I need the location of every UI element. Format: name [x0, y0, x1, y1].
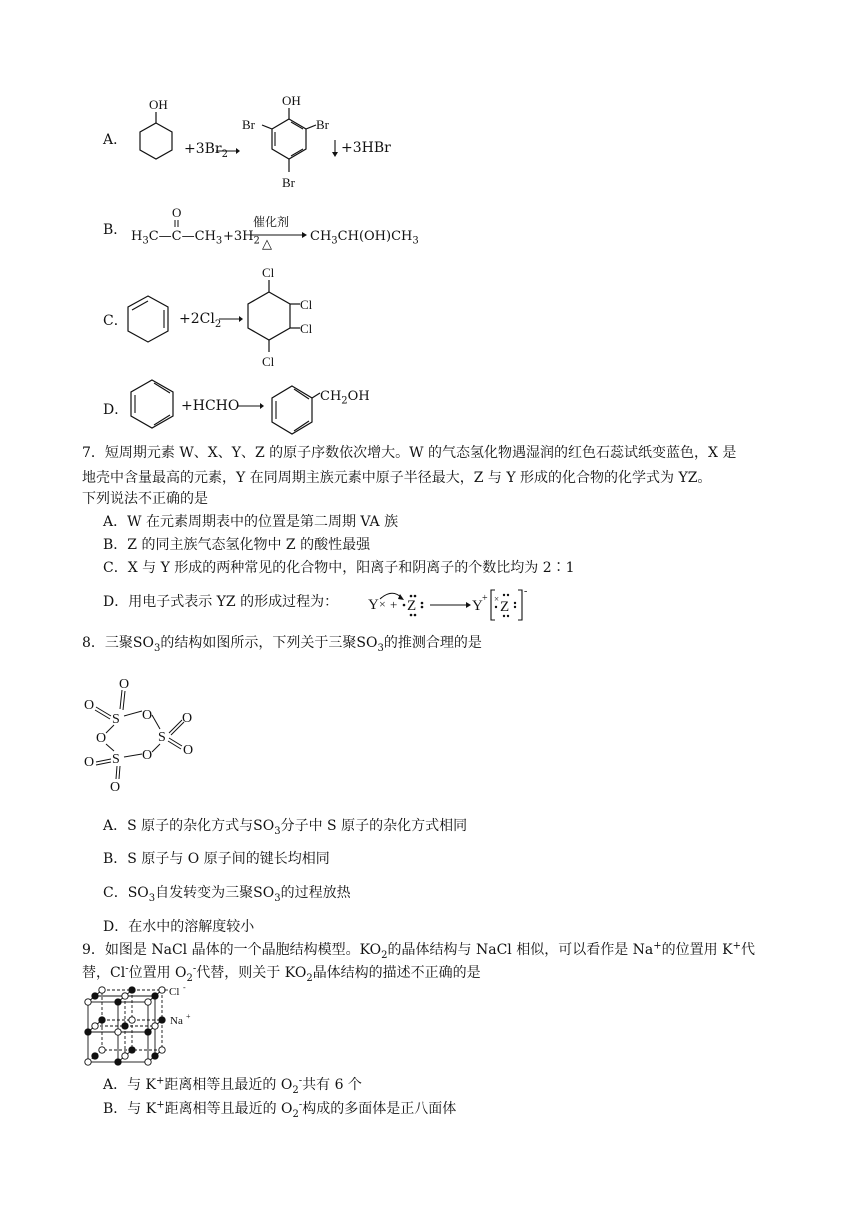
- benzyl-alcohol-structure: [266, 384, 326, 438]
- ch2oh-group: $CH_2OH$: [320, 389, 370, 407]
- catalyst-label: 催化剂: [253, 215, 290, 229]
- q7-stem-line2: 地壳中含量最高的元素，Y 在同周期主族元素中原子半径最大，Z 与 Y 形成的化合物的化学式为 YZ。: [82, 470, 712, 486]
- br-label: Br: [316, 117, 329, 132]
- svg-text:-: -: [183, 983, 186, 992]
- svg-text:O: O: [183, 743, 194, 758]
- br-label: Br: [282, 175, 295, 190]
- benzene-structure: [124, 378, 180, 432]
- heat-symbol: △: [262, 237, 272, 252]
- precipitate-arrow: [332, 140, 338, 158]
- q9-option-a: A．与 K+距离相等且最近的 $O_2^-$共有 6 个: [103, 1075, 362, 1096]
- q7-option-c: C．X 与 Y 形成的两种常见的化合物中，阳离子和阴离子的个数比均为 2∶1: [103, 560, 575, 576]
- cl-label: Cl: [300, 297, 313, 312]
- svg-text:O: O: [142, 708, 153, 723]
- svg-text:O: O: [119, 677, 130, 692]
- q8-option-c: C．$SO_3$自发转变为三聚$SO_3$的过程放热: [103, 885, 351, 904]
- svg-text:O: O: [110, 780, 121, 795]
- svg-text:+: +: [390, 597, 398, 612]
- q9-stem-line1: 9．如图是 NaCl 晶体的一个晶胞结构模型。$KO_2$的晶体结构与 NaCl 相似，可以看作是 Na+的位置用 K+代: [82, 940, 755, 961]
- acetone-formula: $H_3C—C—CH_3$: [131, 229, 223, 247]
- s-atom: S: [158, 730, 166, 745]
- legend-cl: Cl: [169, 986, 180, 998]
- svg-text:O: O: [84, 698, 95, 713]
- ion-y: Y: [472, 598, 483, 614]
- q8-option-b: B．S 原子与 O 原子间的键长均相同: [103, 851, 330, 867]
- q7-stem-line1: 7．短周期元素 W、X、Y、Z 的原子序数依次增大。W 的气态氢化物遇湿润的红色石蕊试纸变蓝色，X 是: [82, 445, 737, 461]
- q9-option-b: B．与 K+距离相等且最近的 $O_2^-$构成的多面体是正八面体: [103, 1099, 457, 1120]
- ion-z: Z: [500, 599, 510, 615]
- legend-na: Na: [170, 1015, 183, 1027]
- q9-stem-line2: 替，Cl-位置用 $O_2^-$代替，则关于 $KO_2$晶体结构的描述不正确的是: [82, 963, 481, 984]
- q7-option-a: A．W 在元素周期表中的位置是第二周期 VA 族: [103, 514, 399, 530]
- atom-y: Y: [368, 597, 379, 613]
- reaction-arrow: [216, 148, 238, 154]
- svg-text:+: +: [186, 1012, 191, 1021]
- reactant-cl2: $+2Cl_2$: [179, 311, 222, 330]
- svg-text:-: -: [524, 586, 528, 597]
- cl-label: Cl: [262, 265, 275, 280]
- tetrachlorocyclohexane-structure: [244, 262, 324, 378]
- option-label-d: D．: [103, 402, 129, 418]
- q8-stem: 8．三聚$SO_3$的结构如图所示，下列关于三聚$SO_3$的推测合理的是: [82, 635, 482, 654]
- trimer-so3-structure: [80, 674, 200, 798]
- atom-z: Z: [407, 598, 417, 614]
- br-label: Br: [242, 117, 255, 132]
- phenol-structure: [125, 95, 185, 175]
- svg-text:×: ×: [494, 594, 500, 604]
- cyclohexadiene-structure: [120, 294, 176, 346]
- q7-option-b: B．Z 的同主族气态氢化物中 Z 的酸性最强: [103, 537, 371, 553]
- oh-label: OH: [149, 97, 168, 112]
- option-label-a: A．: [103, 132, 128, 148]
- svg-text:O: O: [182, 711, 193, 726]
- option-label-b: B．: [103, 222, 128, 238]
- q8-option-d: D．在水中的溶解度较小: [103, 919, 255, 935]
- q8-option-a: A．S 原子的杂化方式与$SO_3$分子中 S 原子的杂化方式相同: [103, 818, 468, 837]
- s-atom: S: [112, 752, 120, 767]
- product-hbr: +3HBr: [341, 140, 391, 156]
- q7-stem-line3: 下列说法不正确的是: [82, 491, 208, 507]
- svg-text:O: O: [142, 748, 153, 763]
- o-label: O: [172, 205, 182, 220]
- cl-label: Cl: [300, 321, 313, 336]
- svg-text:O: O: [96, 731, 107, 746]
- reactant-h2: $+3H_2$: [223, 229, 260, 247]
- electron-formula-diagram: [366, 584, 536, 622]
- svg-text:×: ×: [379, 597, 386, 611]
- reaction-arrow: [219, 316, 243, 322]
- svg-text:+: +: [482, 593, 488, 604]
- reactant-br2: $+3Br_2$: [184, 141, 228, 160]
- reactant-hcho: +HCHO: [181, 398, 240, 414]
- nacl-unit-cell-diagram: [84, 983, 194, 1070]
- cl-label: Cl: [262, 354, 275, 369]
- reaction-arrow: [250, 232, 308, 238]
- reaction-arrow: [238, 403, 264, 409]
- option-label-c: C．: [103, 313, 128, 329]
- isopropanol-formula: $CH_3CH(OH)CH_3$: [310, 229, 419, 247]
- svg-text:O: O: [84, 755, 95, 770]
- s-atom: S: [112, 712, 120, 727]
- oh-label: OH: [282, 93, 301, 108]
- tribromophenol-structure: [242, 92, 342, 192]
- q7-option-d: D．用电子式表示 YZ 的形成过程为：: [103, 594, 339, 610]
